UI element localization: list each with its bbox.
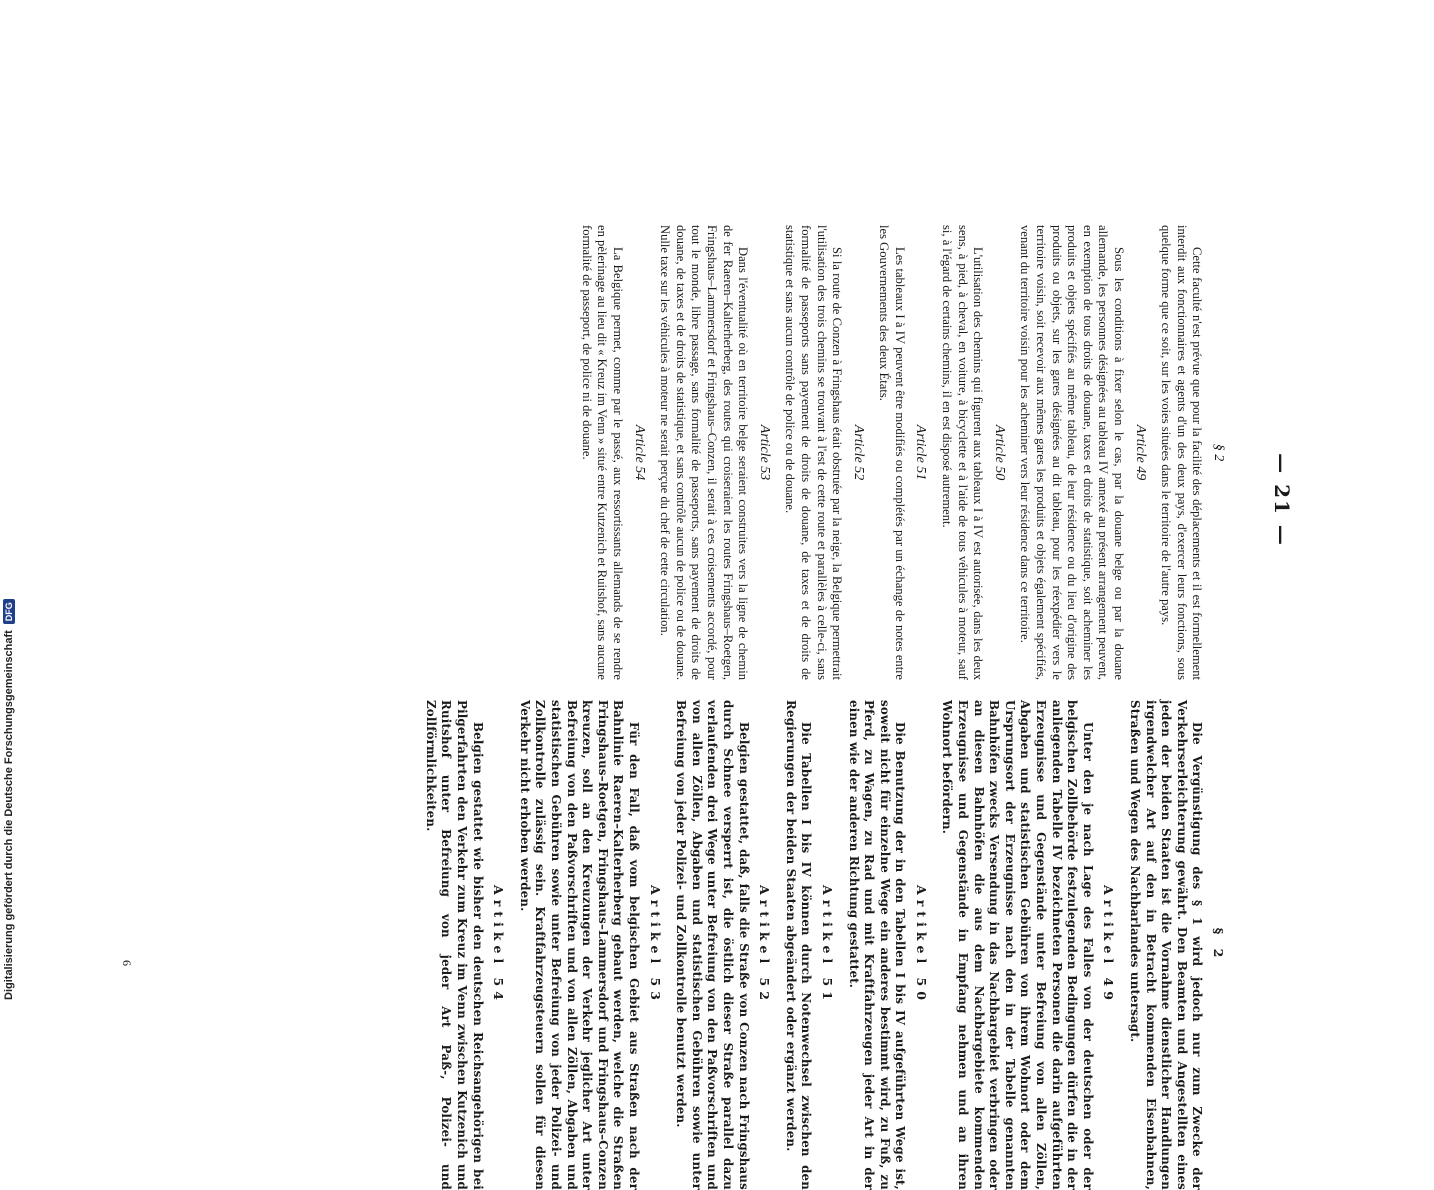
german-article-49-text: Unter den je nach Lage des Falles von der deutschen oder der belgischen Zollbehörde festzulegenden Bedingungen dürfen die in der anliegenden Tabelle IV bezeichneten Personen die darin aufgeführten Erzeugnisse und Gegenstände unter Befreiung von allen Zöllen, Abgaben und statistischen Gebühren von ihrem Wohnort oder dem Ursprungsort der Erzeugnisse nach den in der Tabelle genannten Bahnhöfen zwecks Versendung in das Nachbargebiet verbringen oder an diesen Bahnhöfen die aus dem Nachbargebiete kommenden Erzeugnisse und Gegenstände in Empfang nehmen und an ihren Wohnort befördern. — [940, 700, 1095, 1190]
page-number: — 21 — — [1270, 453, 1294, 547]
german-article-51-text: Die Tabellen I bis IV können durch Notenwechsel zwischen den Regierungen der beiden Staaten abgeändert oder ergänzt werden. — [783, 700, 814, 1190]
french-article-54-text: La Belgique permet, comme par le passé, aux ressortissants allemands de se rendre en pèlerinage au lieu dit « Kreuz im Venn » situé entre Kutzenich et Ruitshof, sans aucune formalité de passeport, de police ni de douane. — [579, 225, 625, 680]
french-article-51-text: Les tableaux I à IV peuvent être modifiés ou complétés par un échange de notes entre les Gouvernements des deux États. — [877, 225, 907, 680]
dfg-logo-icon: DFG — [3, 599, 15, 624]
french-article-52-heading: Article 52 — [850, 424, 866, 481]
german-column — [422, 700, 1236, 1190]
digitization-text: Digitalisierung gefördert durch die Deutsche Forschungsgemeinschaft — [3, 630, 15, 1000]
german-article-54-text: Belgien gestattet wie bisher den deutschen Reichsangehörigen bei Pilgerfahrten den Verkehr zum Kreuz im Venn zwischen Kutzenich und Ruitshof unter Befreiung von jeder Art Paß-, Polizei- und Zollförmlichkeiten. — [423, 700, 485, 1190]
french-article-52-text: Si la route de Conzen à Fringshaus était obstruée par la neige, la Belgique permettrait l'utilisation des trois chemins se trouvant à l'est de cette route et parallèles à celle-ci, sans formalité de passeports sans payement de droits de douane, de taxes et de droits de statistique et sans aucun contrôle de police ou de douane. — [783, 225, 845, 680]
french-article-50-heading: Article 50 — [991, 424, 1007, 481]
german-article-50-text: Die Benutzung der in den Tabellen I bis IV aufgeführten Wege ist, soweit nicht für einzelne Wege ein anderes bestimmt wird, zu Fuß, zu Pferd, zu Wagen, zu Rad und mit Kraftfahrzeugen jeder Art in der einen wie der anderen Richtung gestattet. — [846, 700, 908, 1190]
french-article-53-text: Dans l'éventualité où en territoire belge seraient construites vers la ligne de chemin de fer Raeren–Kalterherberg, des routes qui croiseraient les routes Fringshaus–Roetgen, Fringshaus–Lammersdorf et Fringshaus–Conzen, il serait à ces croisements accordé, pour tout le monde, libre passage, sans formalité de passeports, sans payement de droits de douane, de taxes et de droits de statistique, et sans contrôle aucun de police ou de douane. Nulle taxe sur les véhicules à moteur ne serait perçue du chef de cette circulation. — [658, 225, 751, 680]
sheet-signature-mark: 6 — [120, 960, 134, 966]
german-article-53-heading: Artikel 53 — [647, 885, 663, 1005]
german-section-text: Die Vergünstigung des § 1 wird jedoch nur zum Zwecke der Verkehrserleichterung gewährt. Den Beamten und Angestellten eines jeden der beiden Staaten ist die Vornahme dienstlicher Handlungen irgendwelcher Art auf den in Betracht kommenden Eisenbahnen, Straßen und Wegen des Nachbarlandes untersagt. — [1128, 700, 1205, 1190]
german-article-49-heading: Artikel 49 — [1101, 885, 1117, 1005]
french-article-51-heading: Article 51 — [913, 424, 929, 481]
german-article-54-heading: Artikel 54 — [491, 885, 507, 1005]
french-column — [578, 225, 1236, 680]
digitization-footer — [0, 0, 18, 1000]
german-article-52-heading: Artikel 52 — [757, 885, 773, 1005]
german-article-53-text: Für den Fall, daß vom belgischen Gebiet aus Straßen nach der Bahnlinie Raeren–Kalterherberg gebaut werden, welche die Straßen Fringshaus–Roetgen, Fringshaus–Lammersdorf und Fringshaus–Conzen kreuzen, soll an den Kreuzungen der Verkehr jeglicher Art unter Befreiung von den Paßvorschriften und von allen Zöllen, Abgaben und statistischen Gebühren sowie unter Befreiung von jeder Polizei- und Zollkontrolle zulässig sein. Kraftfahrzeugsteuern sollen für diesen Verkehr nicht erhoben werden. — [517, 700, 641, 1190]
german-article-51-heading: Artikel 51 — [819, 885, 835, 1005]
french-article-49-text: Sous les conditions à fixer selon le cas, par la douane belge ou par la douane allemande, les personnes désignées au tableau IV annexé au présent arrangement peuvent, en exemption de tous droits de douane, taxes et droits de statistique, soit acheminer les produits et objets spécifiés au même tableau, de leur résidence ou du lieu d'origine des produits ou objets, sur les gares désignées au dit tableau, pour les réexpédier vers le territoire voisin, soit recevoir aux mêmes gares les produits et objets également spécifiés, venant du territoire voisin pour les acheminer vers leur résidence dans ce territoire. — [1018, 225, 1127, 680]
french-article-50-text: L'utilisation des chemins qui figurent aux tableaux I à IV est autorisée, dans les deux sens, à pied, à cheval, en voiture, à bicyclette et à l'aide de tous véhicules à moteur, sauf si, à l'égard de certains chemins, il en est disposé autrement. — [940, 225, 986, 680]
french-article-49-heading: Article 49 — [1132, 424, 1148, 481]
french-article-53-heading: Article 53 — [756, 424, 772, 481]
french-article-54-heading: Article 54 — [631, 424, 647, 481]
german-section-heading: § 2 — [1211, 927, 1226, 963]
german-article-52-text: Belgien gestattet, daß, falls die Straße von Conzen nach Fringshaus durch Schnee versperrt ist, die östlich dieser Straße parallel dazu verlaufenden drei Wege unter Befreiung von den Paßvorschriften und von allen Zöllen, Abgaben und statistischen Gebühren sowie unter Befreiung von jeder Polizei- und Zollkontrolle benutzt werden. — [674, 700, 751, 1190]
german-article-50-heading: Artikel 50 — [913, 885, 929, 1005]
french-section-heading: § 2 — [1211, 443, 1226, 462]
french-section-text: Cette faculté n'est prévue que pour la facilité des déplacements et il est formellement interdit aux fonctionnaires et agents d'un des deux pays, d'exercer leurs fonctions, sous quelque forme que ce soit, sur les voies situées dans le territoire de l'autre pays. — [1159, 225, 1205, 680]
